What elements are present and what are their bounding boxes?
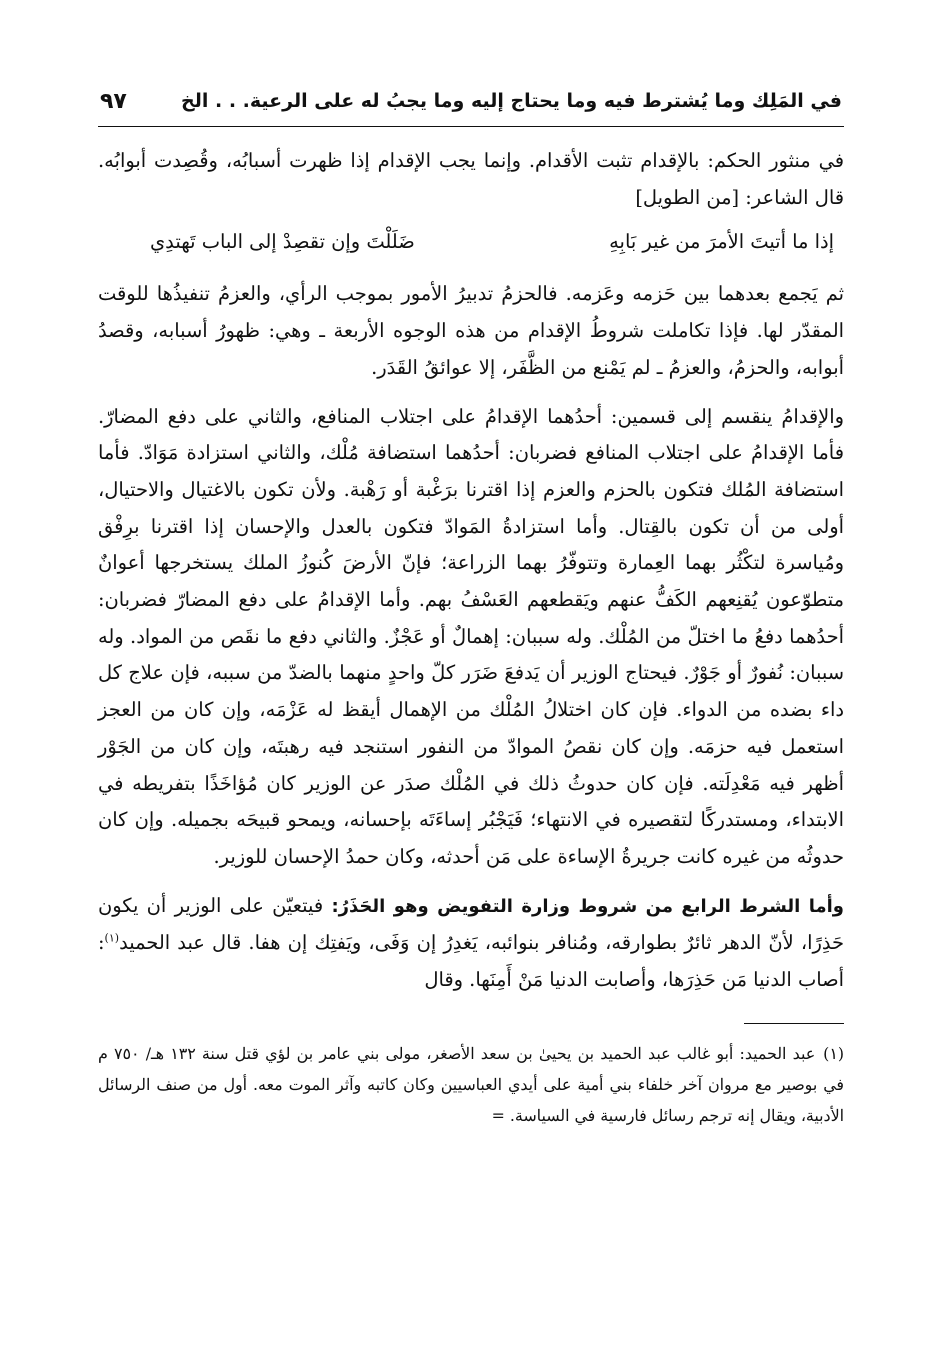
page-number: ٩٧ <box>100 88 127 114</box>
paragraph-4 <box>98 888 844 999</box>
verse-second-hemistich: ضَلَلْتَ وإن تقصِدْ إلى الباب تَهتدِي <box>150 230 415 254</box>
paragraph-1: في منثور الحكم: بالإقدام تثبت الأقدام. وإنما يجب الإقدام إذا ظهرت أسبابُه، وقُصِدت أبوابُه. قال الشاعر: [من الطويل] <box>98 149 844 209</box>
footnotes <box>98 1038 844 1131</box>
footnote-divider <box>744 1023 844 1024</box>
paragraph-4-text-a: فيتعيّن على الوزير أن يكون حَذِرًا، لأنّ الدهر ثائرٌ بطوارقه، ومُنافر بنوائبه، يَغدِرُ إن وَفَى، ويَفتِك إن هفا. قال عبد الحميد <box>98 893 844 955</box>
verse-first-hemistich: إذا ما أتيتَ الأمرَ من غير بَابِهِ <box>609 230 834 254</box>
footnote-text: عبد الحميد: أبو غالب عبد الحميد بن يحيىٰ بن سعد الأصغر، مولى بني عامر بن لؤي قتل سنة ١٣٢ هـ/ ٧٥٠ م في بوصير مع مروان آخر خلفاء بني أمية على أيدي العباسيين وكان كاتبه وآثر الموت معه. أول من صنف الرسائل الأدبية، ويقال إنه ترجم رسائل فارسية في السياسة. = <box>98 1043 844 1125</box>
page-header <box>98 80 844 127</box>
paragraph-4-text-b: : أصاب الدنيا مَن حَذِرَها، وأصابت الدنيا مَنْ أَمِنَها. وقال <box>98 931 844 992</box>
paragraph-2: ثم يَجمع بعدهما بين حَزمه وعَزمه. فالحزمُ تدبيرُ الأمور بموجب الرأي، والعزمُ تنفيذُها للوقت المقدّر لها. فإذا تكاملت شروطُ الإقدام من هذه الوجوه الأربعة ـ وهي: ظهورُ أسبابه، وقصدُ أبوابه، والحزمُ، والعزمُ ـ لم يَمْنع من الظَّفَر، إلا عوائقُ القَدَر. <box>98 282 844 379</box>
running-title: في المَلِك وما يُشترط فيه وما يحتاج إليه وما يجبُ له على الرعية. . . الخ <box>181 90 842 112</box>
footnote-marker: (١) <box>823 1043 844 1063</box>
book-page <box>98 80 844 1131</box>
paragraph-3: والإقدامُ ينقسم إلى قسمين: أحدُهما الإقدامُ على اجتلاب المنافع، والثاني على دفع المضارّ. فأما الإقدامُ على اجتلاب المنافع فضربان: أحدُهما استضافة مُلْك، والثاني استزادة مَوَادّ. فأما استضافة المُلك فتكون بالحزم والعزم إذا اقترنا برَغْبة أو رَهْبة. ولأن تكون بالاغتيال والاحتيال، أولى من أن تكون بالقِتال. وأما استزادةُ المَوادّ فتكون بالعدل والإحسان إذا اقترنا برِفْق ومُياسرة لتكْثُر بهما العِمارة وتتوفّرُ بهما الزراعة؛ فإنّ الأرضَ كُنوزُ الملك يستخرجها أعوانٌ متطوّعون يُقنِعهم الكَفُّ عنهم ويَقطعهم العَسْفُ بهم. وأما الإقدامُ على دفع المضارّ فضربان: أحدُهما دفعُ ما اختلّ من المُلْك. وله سببان: إهمالٌ أو عَجْزٌ. والثاني دفع ما نقَص من المواد. وله سببان: نُفورٌ أو جَوْرٌ. فيحتاج الوزير أن يَدفعَ ضَرَر كلّ واحدٍ منهما بالضدّ من سببه، فإن علاج كل داء بضده من الدواء. فإن كان اختلالُ المُلْك من الإهمال أيقظ له عَزْمَه، وإن كان من العجز استعمل فيه حزمَه. وإن كان نقصُ الموادّ من النفور استنجد فيه رهبتَه، وإن كان من الجَوْر أظهر فيه مَعْدِلَته. فإن كان حدوثُ ذلك في المُلْك صدَر عن الوزير كان مُؤاخَذًا بتفريطه في الابتداء، ومستدركًا لتقصيره في الانتهاء؛ فَيَجْبُر إساءَتَه بإحسانه، ويمحو قبيحَه بجميله. وإن كان حدوثُه من غيره كانت جريرةُ الإساءة على مَن أحدثه، وكان حمدُ الإحسان للوزير. <box>98 404 844 868</box>
main-text <box>98 143 844 999</box>
section-lead-heading: وأما الشرط الرابع من شروط وزارة التفويض وهو الحَذَرُ: <box>331 895 844 917</box>
poem-verse <box>150 224 834 260</box>
footnote-reference[interactable]: (١) <box>104 931 120 945</box>
